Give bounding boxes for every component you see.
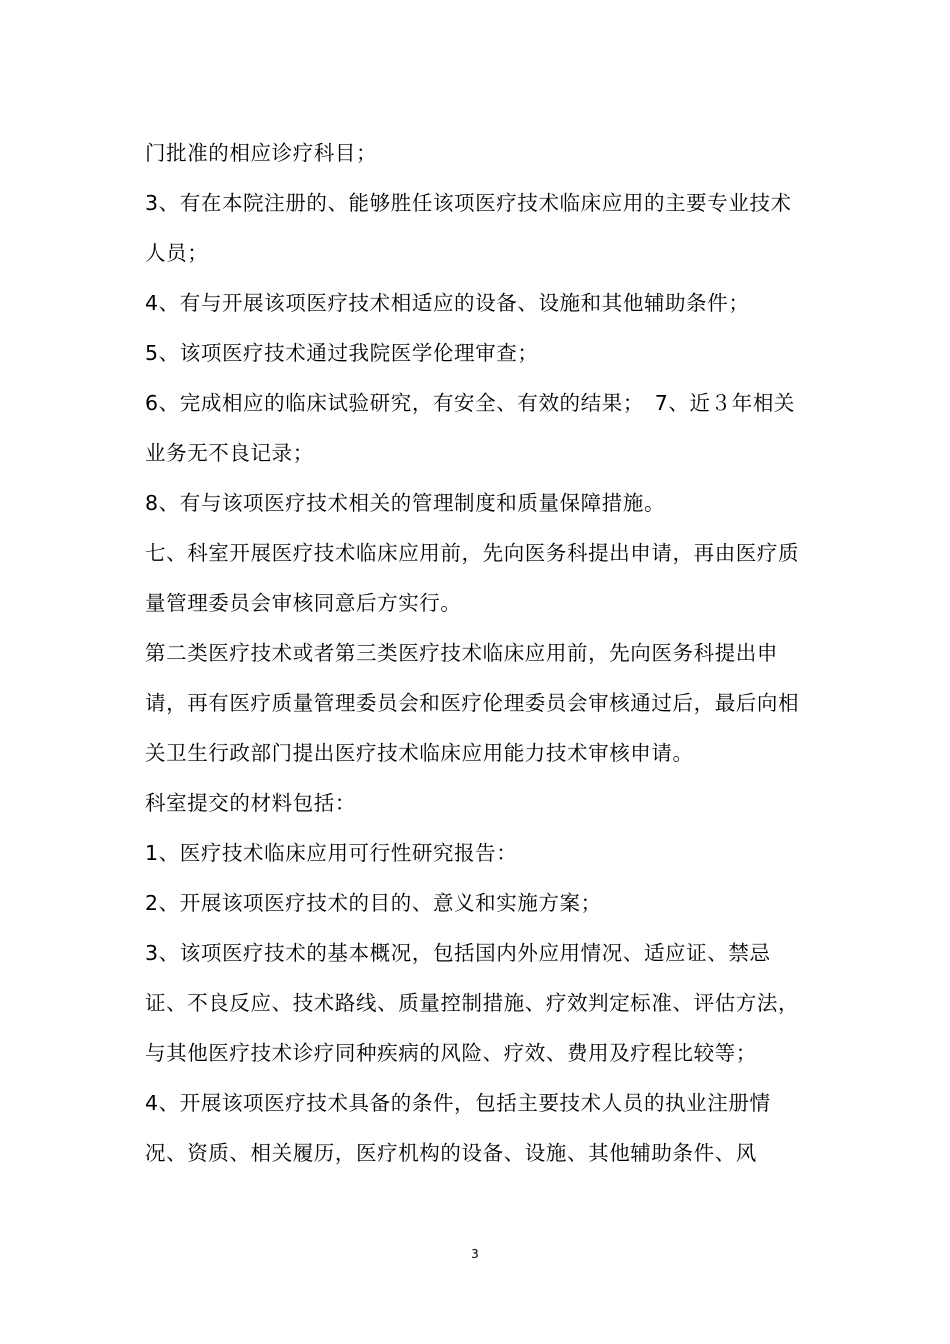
paragraph-item-8-management: 8、有与该项医疗技术相关的管理制度和质量保障措施。 <box>145 491 666 515</box>
paragraph-class-2-3-technology: 第二类医疗技术或者第三类医疗技术临床应用前，先向医务科提出申请，再有医疗质量管理委员会和医疗伦理委员会审核通过后，最后向相关卫生行政部门提出医疗技术临床应用能力技术审核申请。 <box>145 641 800 765</box>
paragraph-material-2-purpose: 2、开展该项医疗技术的目的、意义和实施方案； <box>145 891 602 915</box>
paragraph-material-3-overview: 3、该项医疗技术的基本概况，包括国内外应用情况、适应证、禁忌证、不良反应、技术路线、质量控制措施、疗效判定标准、评估方法，与其他医疗技术诊疗同种疾病的风险、疗效、费用及疗程比较等； <box>145 941 800 1065</box>
paragraph-item-3-personnel: 3、有在本院注册的、能够胜任该项医疗技术临床应用的主要专业技术人员； <box>145 191 792 265</box>
paragraph-material-4-conditions: 4、开展该项医疗技术具备的条件，包括主要技术人员的执业注册情况、资质、相关履历，医疗机构的设备、设施、其他辅助条件、风 <box>145 1091 771 1165</box>
paragraph-item-4-equipment: 4、有与开展该项医疗技术相适应的设备、设施和其他辅助条件； <box>145 291 750 315</box>
paragraph-item-6-7-trials-records: 6、完成相应的临床试验研究，有安全、有效的结果； 7、近３年相关业务无不良记录； <box>145 391 796 465</box>
paragraph-approved-specialties: 门批准的相应诊疗科目； <box>145 141 378 165</box>
paragraph-material-1-feasibility: 1、医疗技术临床应用可行性研究报告： <box>145 841 518 865</box>
paragraph-item-5-ethics-review: 5、该项医疗技术通过我院医学伦理审查； <box>145 341 539 365</box>
document-body <box>145 128 810 1178</box>
paragraph-materials-heading: 科室提交的材料包括： <box>145 791 356 815</box>
page-number: 3 <box>471 1247 479 1261</box>
paragraph-section-7-application: 七、科室开展医疗技术临床应用前，先向医务科提出申请，再由医疗质量管理委员会审核同意后方实行。 <box>145 541 800 615</box>
